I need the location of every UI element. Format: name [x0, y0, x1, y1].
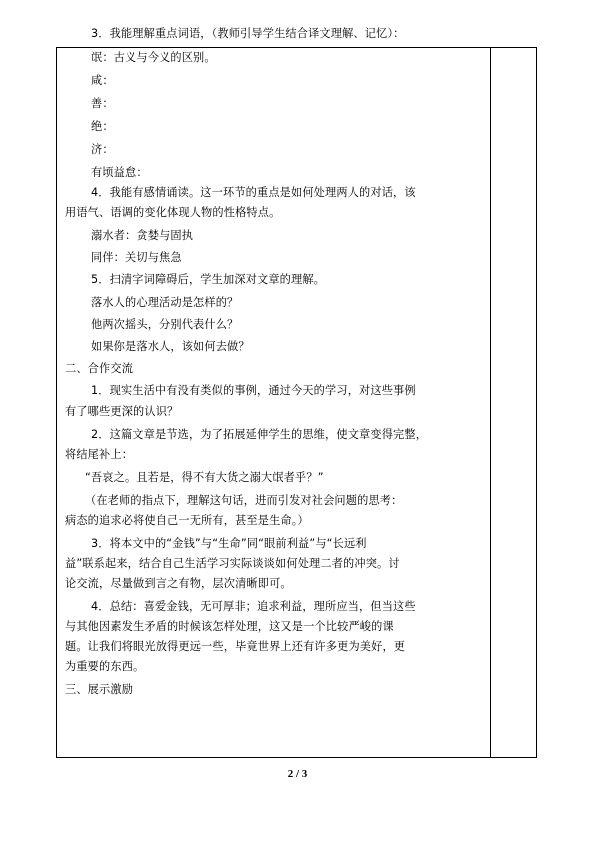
text-line: 善：: [91, 97, 114, 110]
text-line: 氓：古义与今义的区别。: [91, 51, 216, 64]
text-line: 用语气、语调的变化体现人物的性格特点。: [65, 206, 281, 219]
text-line: 与其他因素发生矛盾的时候该怎样处理，这又是一个比较严峻的课: [65, 620, 394, 633]
text-line: 二、合作交流: [65, 362, 134, 375]
text-line: 4．总结：喜爱金钱，无可厚非；追求利益，理所应当，但当这些: [91, 600, 416, 613]
text-line: 4．我能有感情诵读。这一环节的重点是如何处理两人的对话，该: [91, 186, 416, 199]
text-line: 3．我能理解重点词语，（教师引导学生结合译文理解、记忆）：: [91, 27, 405, 40]
text-line: 有了哪些更深的认识？: [65, 405, 179, 418]
text-line: 绝：: [91, 120, 114, 133]
text-line: 3．将本文中的“金钱”与“生命”同“眼前利益”与“长远利: [91, 537, 367, 550]
text-line: 1．现实生活中有没有类似的事例，通过今天的学习，对这些事例: [91, 384, 416, 397]
text-line: “吾哀之。且若是，得不有大货之溺大氓者乎？”: [85, 471, 324, 484]
text-line: 溺水者：贪婪与固执: [91, 229, 194, 242]
text-line: 病态的追求必将使自己一无所有，甚至是生命。）: [65, 514, 309, 527]
text-line: 济：: [91, 143, 114, 156]
text-line: 将结尾补上：: [65, 448, 134, 461]
text-line: 同伴：关切与焦急: [91, 251, 182, 264]
lesson-table: [56, 27, 537, 758]
text-line: 落水人的心理活动是怎样的？: [91, 296, 239, 309]
page-number: 2 / 3: [287, 768, 308, 780]
text-line: 如果你是落水人，该如何去做？: [91, 340, 250, 353]
text-line: 论交流，尽量做到言之有物，层次清晰即可。: [65, 577, 292, 590]
text-line: （在老师的指点下，理解这句话，进而引发对社会问题的思考：: [85, 494, 403, 507]
text-line: 5．扫清字词障碍后，学生加深对文章的理解。: [91, 273, 326, 286]
text-line: 咸：: [91, 74, 114, 87]
text-line: 有顷益怠：: [91, 166, 148, 179]
text-line: 2．这篇文章是节选，为了拓展延伸学生的思维，使文章变得完整，: [91, 428, 428, 441]
text-line: 题。让我们将眼光放得更远一些，毕竟世界上还有许多更为美好，更: [65, 640, 406, 653]
text-line: 他两次摇头，分别代表什么？: [91, 318, 239, 331]
text-line: 为重要的东西。: [65, 660, 145, 673]
column-divider: [490, 48, 491, 757]
lesson-content-cell: [57, 27, 490, 757]
text-line: 三、展示激励: [65, 683, 134, 696]
text-line: 益”联系起来，结合自己生活学习实际谈谈如何处理二者的冲突。讨: [65, 557, 400, 570]
